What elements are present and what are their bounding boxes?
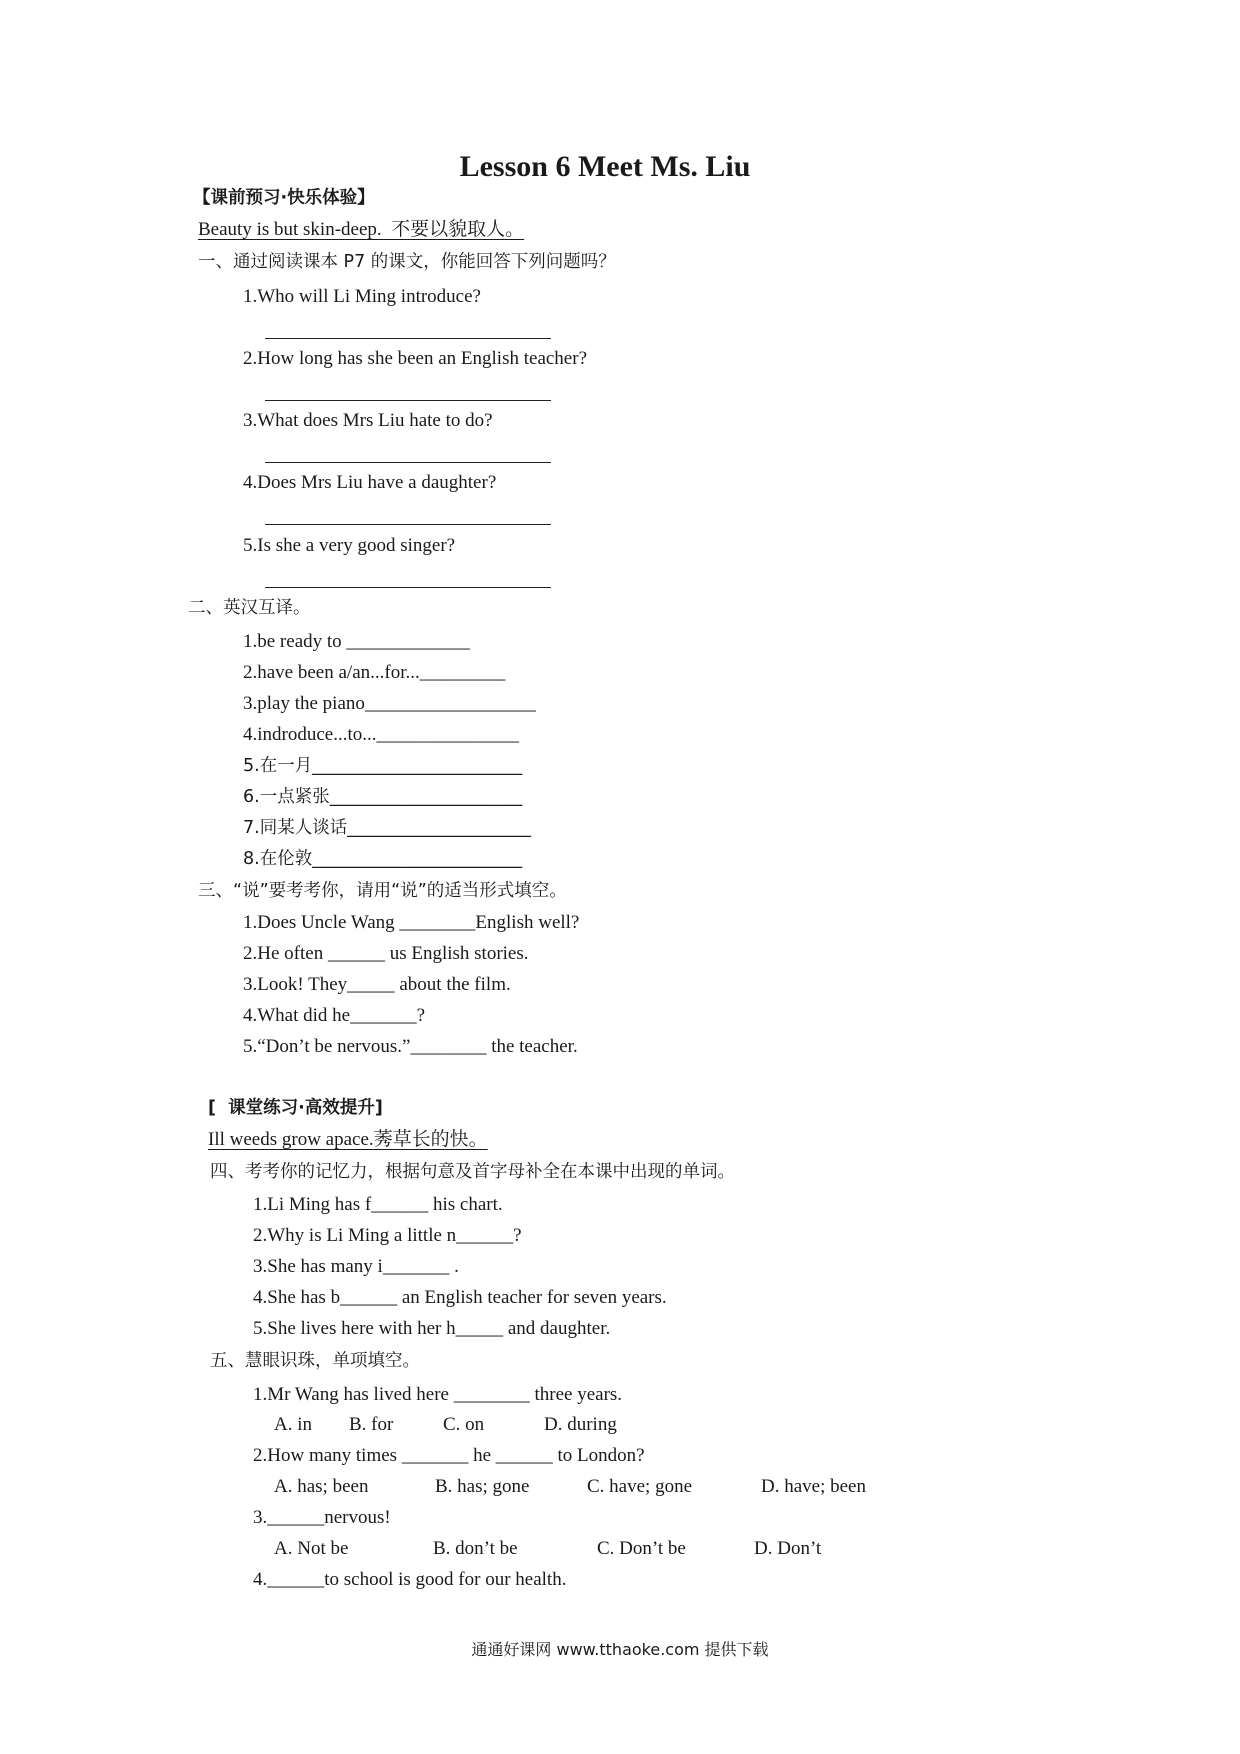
section2-item: 1.be ready to _____________	[243, 631, 470, 652]
mcq-stem: 1.Mr Wang has lived here ________ three years.	[253, 1384, 623, 1405]
section3-item: 2.He often ______ us English stories.	[243, 943, 529, 964]
section2-heading: 二、英汉互译。	[188, 598, 311, 618]
mcq-option: A. Not be	[274, 1538, 349, 1559]
mcq-option: D. have; been	[761, 1476, 866, 1497]
section2-item: 4.indroduce...to..._______________	[243, 724, 520, 745]
mcq-option: B. for	[349, 1414, 394, 1435]
mcq-option: A. in	[274, 1414, 312, 1435]
proverb-weeds: Ill weeds grow apace.莠草长的快。	[208, 1129, 488, 1150]
mcq-option: C. on	[443, 1414, 485, 1435]
section3-heading: 三、“说”要考考你，请用“说”的适当形式填空。	[198, 881, 567, 901]
section2-item: 3.play the piano__________________	[243, 693, 536, 714]
page-title: Lesson 6 Meet Ms. Liu	[459, 150, 751, 183]
mcq-stem: 4.______to school is good for our health.	[253, 1569, 567, 1590]
section3-item: 1.Does Uncle Wang ________English well?	[243, 912, 580, 933]
section2-item: 6.一点紧张______________________	[243, 787, 523, 807]
answer-line	[265, 400, 551, 401]
mcq-option: C. have; gone	[587, 1476, 693, 1497]
section1-question: 4.Does Mrs Liu have a daughter?	[243, 472, 497, 493]
practice-section-header: [ 课堂练习·高效提升]	[208, 1098, 383, 1118]
mcq-option: B. don’t be	[433, 1538, 518, 1559]
section2-item: 5.在一月________________________	[243, 756, 523, 776]
section4-heading: 四、考考你的记忆力，根据句意及首字母补全在本课中出现的单词。	[210, 1162, 735, 1182]
section3-item: 4.What did he_______?	[243, 1005, 426, 1026]
mcq-option: D. during	[544, 1414, 617, 1435]
section1-question: 5.Is she a very good singer?	[243, 535, 456, 556]
section1-heading: 一、通过阅读课本 P7 的课文，你能回答下列问题吗？	[198, 252, 616, 272]
section3-item: 3.Look! They_____ about the film.	[243, 974, 511, 995]
mcq-stem: 3.______nervous!	[253, 1507, 391, 1528]
mcq-stem: 2.How many times _______ he ______ to London?	[253, 1445, 645, 1466]
mcq-option: B. has; gone	[435, 1476, 530, 1497]
section2-item: 2.have been a/an...for..._________	[243, 662, 506, 683]
answer-line	[265, 338, 551, 339]
section2-item: 8.在伦敦________________________	[243, 849, 523, 869]
mcq-option: D. Don’t	[754, 1538, 822, 1559]
answer-line	[265, 524, 551, 525]
section4-item: 5.She lives here with her h_____ and daughter.	[253, 1318, 611, 1339]
section1-question: 1.Who will Li Ming introduce?	[243, 286, 481, 307]
section4-item: 3.She has many i_______ .	[253, 1256, 459, 1277]
page-footer: 通通好课网 www.tthaoke.com 提供下载	[471, 1640, 769, 1659]
mcq-option: C. Don’t be	[597, 1538, 686, 1559]
section5-heading: 五、慧眼识珠，单项填空。	[210, 1351, 420, 1371]
section2-item: 7.同某人谈话_____________________	[243, 818, 531, 838]
section4-item: 1.Li Ming has f______ his chart.	[253, 1194, 503, 1215]
answer-line	[265, 587, 551, 588]
section4-item: 4.She has b______ an English teacher for seven years.	[253, 1287, 667, 1308]
proverb-beauty: Beauty is but skin-deep. 不要以貌取人。	[198, 219, 525, 240]
answer-line	[265, 462, 551, 463]
section4-item: 2.Why is Li Ming a little n______?	[253, 1225, 522, 1246]
preview-section-header: 【课前预习·快乐体验】	[193, 188, 375, 208]
section1-question: 3.What does Mrs Liu hate to do?	[243, 410, 493, 431]
mcq-option: A. has; been	[274, 1476, 369, 1497]
section3-item: 5.“Don’t be nervous.”________ the teacher.	[243, 1036, 578, 1057]
section1-question: 2.How long has she been an English teacher?	[243, 348, 588, 369]
